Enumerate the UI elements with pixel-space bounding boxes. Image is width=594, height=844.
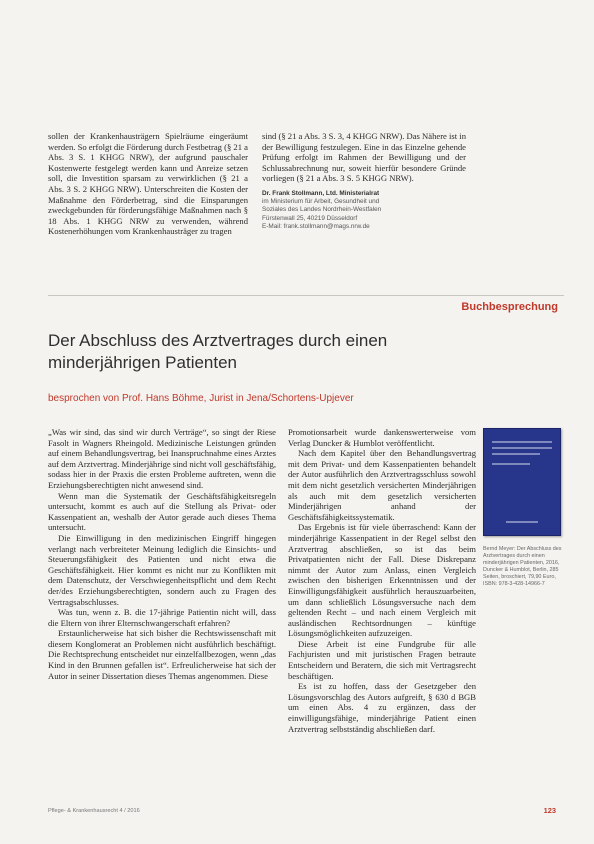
page-number: 123 <box>543 806 556 815</box>
paragraph: Diese Arbeit ist eine Fundgrube für alle Fachjuristen und mit juristischen Fragen betraute Entscheidern und Beratern, die sich mit Vertragsrecht beschäftigen. <box>288 638 476 681</box>
signature-line: Fürstenwall 25, 40219 Düsseldorf <box>262 214 358 222</box>
paragraph: Die Einwilligung in den medizinischen Eingriff hingegen verlangt nach verbreiteter Meinung lediglich die Einsichts- und Steuerungsfähigkeit des Patienten und nicht etwa die Geschäftsfähigkeit. Hier kommt es nicht nur zu Konflikten mit dem Datenschutz, der Verschwiegenheitspflicht und dem Recht der/des Erziehungsberechtigten, sondern auch zu Fragen des Vertragsabschlusses. <box>48 532 276 607</box>
cover-title-line <box>492 441 552 443</box>
signature-line: im Ministerium für Arbeit, Gesundheit und <box>262 198 380 206</box>
cover-title-line <box>492 453 540 455</box>
paragraph: „Was wir sind, das sind wir durch Verträge“, so singt der Riese Fasolt in Wagners Rheingold. Medizinische Leistungen gründen auf einem Behandlungsvertrag, bei Inanspruchnahme eines Arztes auf dem Arztvertrag. Minderjährige sind nicht voll geschäftsfähig, sodass hier in der Praxis die ersten Probleme auftreten, wenn die Erziehungsberechtigten nicht anwesend sind. <box>48 427 276 490</box>
section-divider <box>48 295 564 296</box>
signature-line: Soziales des Landes Nordrhein-Westfalen <box>262 206 382 214</box>
book-caption: Bernd Meyer: Der Abschluss des Arztvertrages durch einen minderjährigen Patienten, 2016, Duncker & Humblot, Berlin, 285 Seiten, broschiert, 79,90 Euro, ISBN: 978-3-428-14966-7 <box>483 546 562 587</box>
body-right-column <box>288 427 476 734</box>
cover-publisher-line <box>506 521 538 523</box>
paragraph: Erstaunlicherweise hat sich bisher die Rechtswissenschaft mit diesem Konglomerat an Problemen nicht ausführlich beschäftigt. Die Rechtsprechung entscheidet nur einzelfallbezogen, wenn „das Kind in den Brunnen gefallen ist“. Erfreulicherweise hat sich der Autor in seiner Dissertation dieses Themas angenommen. Diese <box>48 628 276 681</box>
paragraph: Wenn man die Systematik der Geschäftsfähigkeitsregeln untersucht, kommt es auch auf die Stellung als Privat- oder Kassenpatient an, weshalb der Autor gerade auch dieses Thema untersucht. <box>48 490 276 533</box>
paragraph: Was tun, wenn z. B. die 17-jährige Patientin nicht will, dass die Eltern von ihrer Elternschwangerschaft erfahren? <box>48 607 276 628</box>
signature-email: E-Mail: frank.stollmann@mags.nrw.de <box>262 222 370 230</box>
cover-title-line <box>492 447 552 449</box>
paragraph: Es ist zu hoffen, dass der Gesetzgeber den Lösungsvorschlag des Autors aufgreift, § 630 d BGB um einen Abs. 4 zu ergänzen, dass der einwilligungsfähige, minderjährige Patient einen Arztvertrag selbstständig abschließen darf. <box>288 681 476 734</box>
section-label: Buchbesprechung <box>461 301 558 313</box>
article-byline: besprochen von Prof. Hans Böhme, Jurist in Jena/Schortens-Upjever <box>48 393 354 404</box>
signature-name: Dr. Frank Stollmann, Ltd. Ministerialrat <box>262 189 380 197</box>
paragraph: Das Ergebnis ist für viele überraschend: Kann der minderjährige Kassenpatient in der Regel selbst den Arztvertrag abschließen, so ist das beim Privatpatienten nicht der Fall. Diese Diskrepanz nimmt der Autor zum Anlass, einen Vergleich zwischen den bisherigen Erkenntnissen und der Einwilligungsfähigkeit ausführlich herauszuarbeiten, um dann schließlich Lösungsversuche nach dem geltenden Recht – und nach einem Vergleich mit ausländischen Rechtsordnungen – künftige Lösungsmöglichkeiten aufzuzeigen. <box>288 522 476 639</box>
paragraph: Promotionsarbeit wurde dankenswerterweise vom Verlag Duncker & Humblot veröffentlicht. <box>288 427 476 448</box>
paragraph: sollen der Krankenhausträgern Spielräume eingeräumt werden. So erfolgt die Förderung durch Festbetrag (§ 21 a Abs. 3 S. 1 KHGG NRW), der aufgrund pauschaler Kostenwerte festgelegt werden kann und Anreize setzen soll, die Investition sparsam zu verwirklichen (§ 21 a Abs. 3 S. 2 KHGG NRW). Unterschreiten die Kosten der Maßnahme den Förderbetrag, sind die Einsparungen zweckgebunden für förderungsfähige Maßnahmen nach § 18 Abs. 1 KHGG NRW zu verwenden, während Kostenerhöhungen vom Krankenhausträger zu tragen <box>48 131 248 237</box>
body-left-column <box>48 427 276 681</box>
journal-footer: Pflege- & Krankenhausrecht 4 / 2016 <box>48 808 140 814</box>
paragraph: sind (§ 21 a Abs. 3 S. 3, 4 KHGG NRW). Das Nähere ist in der Bewilligung festzulegen. Eine in das Einzelne gehende Prüfung erfolgt im Rahmen der Bewilligung und der Schlussabrechnung nur, soweit hierfür besondere Gründe vorliegen (§ 21 a Abs. 3 S. 5 KHGG NRW). <box>262 131 466 184</box>
cover-author-line <box>492 463 530 465</box>
author-signature <box>262 190 466 231</box>
paragraph: Nach dem Kapitel über den Behandlungsvertrag mit dem Privat- und dem Kassenpatienten behandelt der Autor ausführlich den Arztvertragsschluss sowohl mit dem nicht gesetzlich versicherten Minderjährigen als auch mit dem gesetzlich versicherten Minderjährigen anhand der Geschäftsfähigkeitssystematik. <box>288 448 476 522</box>
top-left-column <box>48 131 248 237</box>
article-title: Der Abschluss des Arztvertrages durch einen minderjährigen Patienten <box>48 331 388 372</box>
book-cover-image <box>483 428 561 536</box>
top-right-column <box>262 131 466 231</box>
